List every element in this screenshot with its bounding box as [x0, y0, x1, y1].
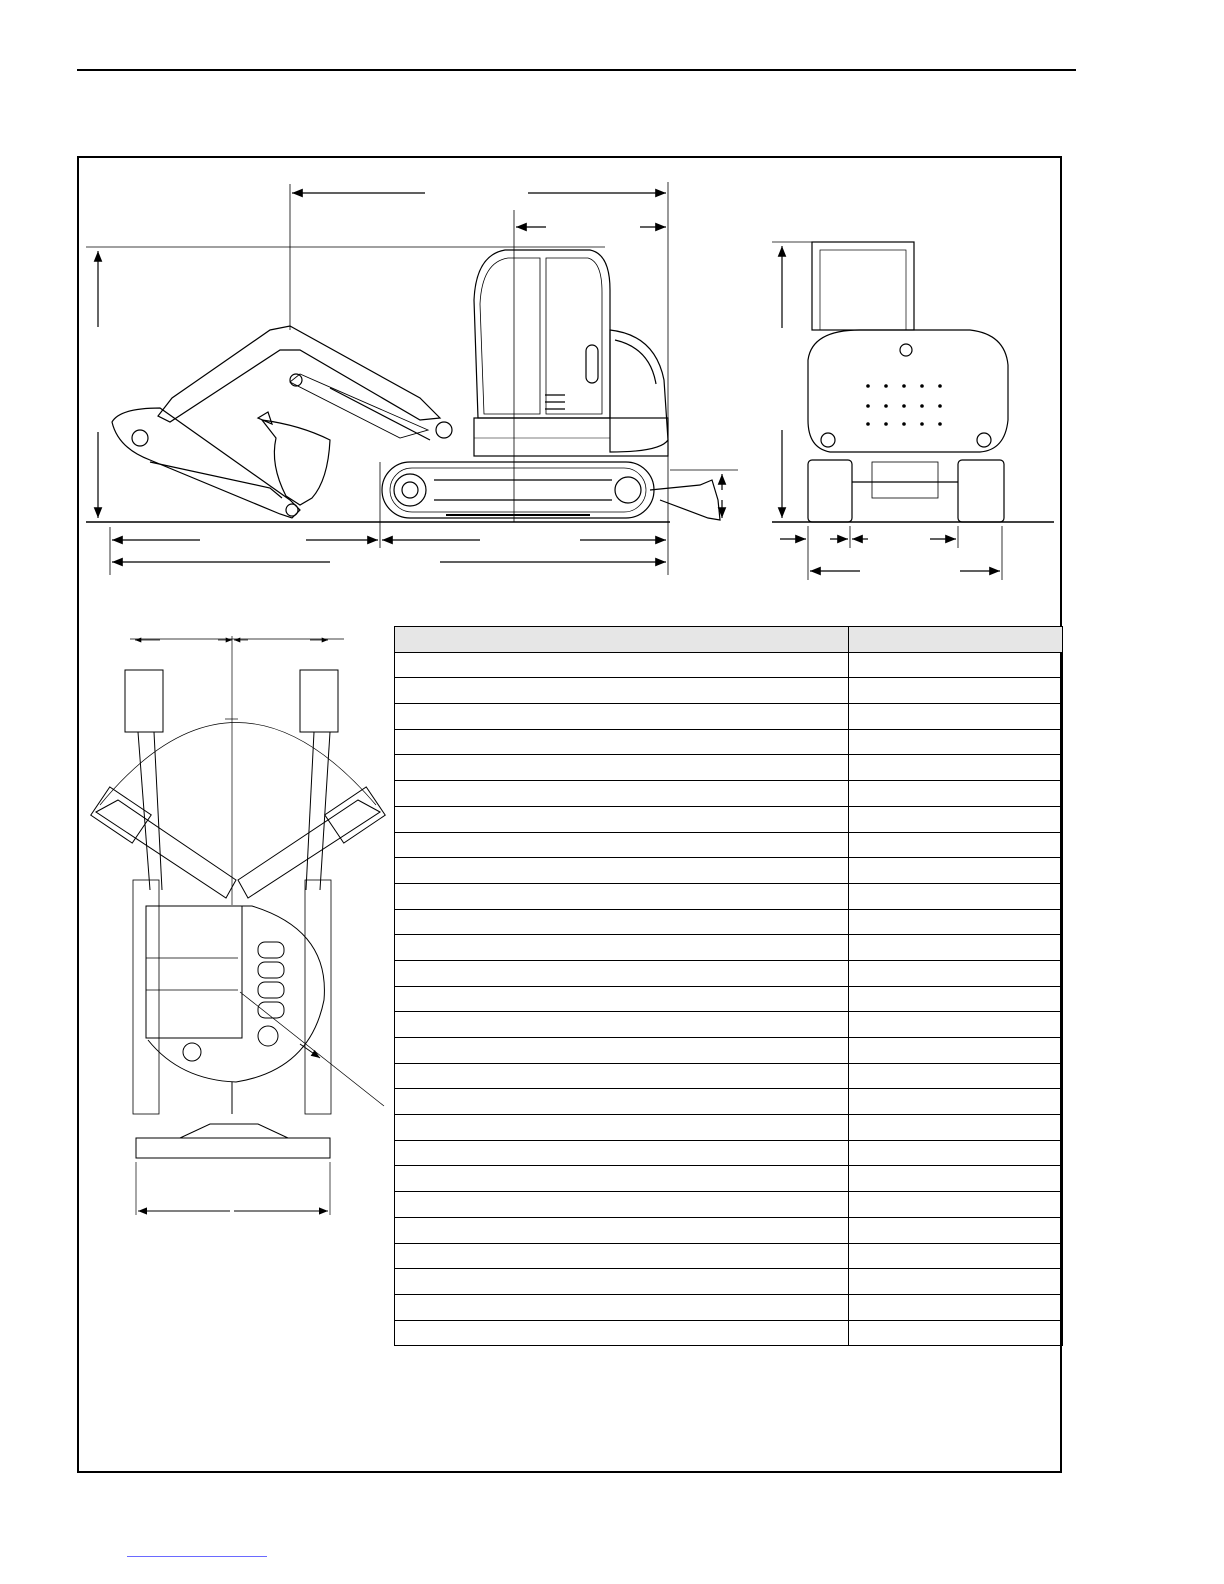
spec-value-cell	[849, 986, 1063, 1012]
table-row	[395, 1140, 1063, 1166]
table-row	[395, 960, 1063, 986]
table-row	[395, 755, 1063, 781]
table-row	[395, 1294, 1063, 1320]
plan-view-drawing	[91, 636, 385, 1215]
spec-value-cell	[849, 1038, 1063, 1064]
spec-item-cell	[395, 1063, 849, 1089]
spec-value-cell	[849, 729, 1063, 755]
spec-value-cell	[849, 1320, 1063, 1346]
spec-value-cell	[849, 1012, 1063, 1038]
spec-value-cell	[849, 1140, 1063, 1166]
spec-value-cell	[849, 832, 1063, 858]
spec-item-cell	[395, 1115, 849, 1141]
spec-table	[394, 626, 1063, 1346]
spec-value-cell	[849, 1115, 1063, 1141]
table-row	[395, 1089, 1063, 1115]
table-row	[395, 1012, 1063, 1038]
table-row	[395, 1063, 1063, 1089]
spec-item-cell	[395, 1320, 849, 1346]
spec-item-cell	[395, 960, 849, 986]
spec-item-cell	[395, 909, 849, 935]
spec-value-cell	[849, 1269, 1063, 1295]
spec-value-cell	[849, 806, 1063, 832]
spec-item-cell	[395, 986, 849, 1012]
spec-value-cell	[849, 909, 1063, 935]
spec-item-cell	[395, 935, 849, 961]
spec-item-cell	[395, 1038, 849, 1064]
spec-value-cell	[849, 781, 1063, 807]
rear-elevation-drawing	[772, 242, 1054, 580]
table-row	[395, 883, 1063, 909]
table-row	[395, 1269, 1063, 1295]
table-row	[395, 832, 1063, 858]
table-row	[395, 1320, 1063, 1346]
spec-item-cell	[395, 1294, 849, 1320]
side-elevation-drawing	[86, 182, 738, 575]
spec-item-cell	[395, 1243, 849, 1269]
table-row	[395, 1192, 1063, 1218]
spec-value-cell	[849, 678, 1063, 704]
spec-value-cell	[849, 1166, 1063, 1192]
spec-item-cell	[395, 1269, 849, 1295]
spec-item-cell	[395, 806, 849, 832]
table-row	[395, 986, 1063, 1012]
table-row	[395, 909, 1063, 935]
spec-value-cell	[849, 1063, 1063, 1089]
spec-value-cell	[849, 1217, 1063, 1243]
spec-header-item	[395, 627, 849, 653]
spec-item-cell	[395, 678, 849, 704]
table-row	[395, 858, 1063, 884]
table-row	[395, 806, 1063, 832]
spec-value-cell	[849, 755, 1063, 781]
spec-item-cell	[395, 704, 849, 730]
spec-item-cell	[395, 1089, 849, 1115]
spec-item-cell	[395, 883, 849, 909]
table-row	[395, 704, 1063, 730]
spec-item-cell	[395, 1166, 849, 1192]
spec-value-cell	[849, 652, 1063, 678]
table-row	[395, 1038, 1063, 1064]
spec-item-cell	[395, 729, 849, 755]
spec-value-cell	[849, 1089, 1063, 1115]
spec-table-header	[395, 627, 1063, 653]
table-row	[395, 1166, 1063, 1192]
spec-item-cell	[395, 755, 849, 781]
spec-value-cell	[849, 960, 1063, 986]
table-row	[395, 1243, 1063, 1269]
spec-value-cell	[849, 1243, 1063, 1269]
spec-value-cell	[849, 1192, 1063, 1218]
table-row	[395, 678, 1063, 704]
table-row	[395, 1115, 1063, 1141]
table-row	[395, 935, 1063, 961]
table-row	[395, 781, 1063, 807]
spec-item-cell	[395, 1192, 849, 1218]
table-row	[395, 1217, 1063, 1243]
table-row	[395, 652, 1063, 678]
spec-item-cell	[395, 832, 849, 858]
spec-item-cell	[395, 1217, 849, 1243]
spec-value-cell	[849, 704, 1063, 730]
spec-value-cell	[849, 1294, 1063, 1320]
spec-value-cell	[849, 858, 1063, 884]
spec-item-cell	[395, 652, 849, 678]
spec-value-cell	[849, 935, 1063, 961]
footer-link-underline[interactable]	[127, 1556, 267, 1557]
spec-item-cell	[395, 1140, 849, 1166]
spec-item-cell	[395, 1012, 849, 1038]
spec-header-value	[849, 627, 1063, 653]
spec-value-cell	[849, 883, 1063, 909]
table-row	[395, 729, 1063, 755]
spec-item-cell	[395, 858, 849, 884]
spec-item-cell	[395, 781, 849, 807]
